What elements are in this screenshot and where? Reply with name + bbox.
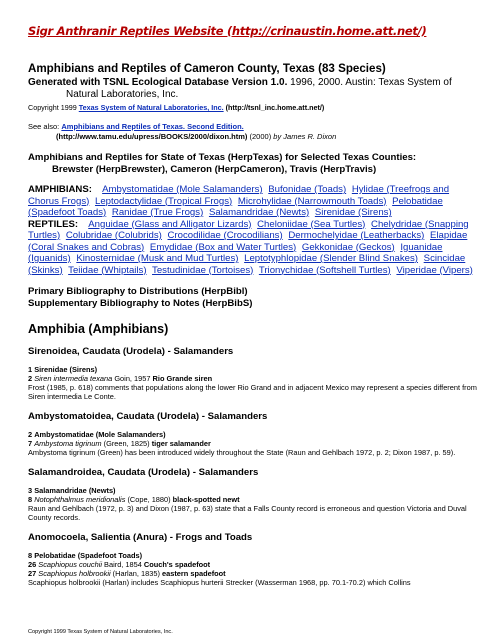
amphibian-links: [28, 184, 449, 218]
group-heading: Anomocoela, Salientia (Anura) - Frogs and Toads: [28, 532, 253, 543]
amphibians-label: AMPHIBIANS:: [28, 184, 92, 195]
supplementary-bibliography[interactable]: Supplementary Bibliography to Notes (HerpBibS): [28, 298, 253, 309]
page-title: Amphibians and Reptiles of Cameron County, Texas (83 Species): [28, 62, 386, 75]
reptile-family-link[interactable]: Dermochelyidae (Leatherbacks): [288, 230, 425, 241]
reptile-links: [28, 219, 476, 276]
author-year: Goin, 1957: [114, 374, 151, 383]
author-year: Baird, 1854: [104, 560, 142, 569]
entry-number: 2: [28, 430, 33, 439]
family-name: Sirenidae (Sirens): [34, 365, 98, 374]
generated-bold: Generated with TSNL Ecological Database Version 1.0.: [28, 77, 288, 88]
copyright-prefix: Copyright 1999: [28, 103, 77, 112]
primary-bibliography[interactable]: Primary Bibliography to Distributions (HerpBibl): [28, 286, 248, 297]
taxa-index: [28, 184, 481, 276]
entry-number: 26: [28, 560, 37, 569]
entry-number: 7: [28, 439, 33, 448]
generated-line2: Natural Laboratories, Inc.: [66, 89, 179, 100]
see-also-year: (2000): [249, 132, 272, 141]
entry-number: 8: [28, 495, 33, 504]
species-entry: [28, 560, 481, 569]
common-name: Rio Grande siren: [152, 374, 213, 383]
group-entries: [28, 430, 481, 457]
copyright-url: (http://tsnl_inc.home.att.net/): [225, 103, 325, 112]
amphibian-family-link[interactable]: Sirenidae (Sirens): [314, 207, 392, 218]
entry-number: 1: [28, 365, 33, 374]
group-heading: Sirenoidea, Caudata (Urodela) - Salamanders: [28, 346, 234, 357]
reptile-family-link[interactable]: Testudinidae (Tortoises): [152, 264, 254, 276]
author-year: (Green, 1825): [103, 439, 150, 448]
common-name: black-spotted newt: [172, 495, 240, 504]
reptile-family-link[interactable]: Leptotyphlopidae (Slender Blind Snakes): [244, 253, 418, 264]
reptile-family-link[interactable]: Viperidae (Vipers): [396, 264, 473, 276]
see-also-line2: [28, 132, 481, 141]
copyright-link[interactable]: Texas System of Natural Laboratories, Inc.: [78, 103, 224, 112]
species-entry: [28, 365, 481, 374]
group-entries: [28, 551, 481, 587]
site-title-link[interactable]: Sigr Anthranir Reptiles Website (http://crinaustin.home.att.net/): [28, 24, 427, 38]
reptile-family-link[interactable]: Scincidae (Skinks): [28, 253, 466, 276]
state-counties: Brewster (HerpBrewster), Cameron (HerpCameron), Travis (HerpTravis): [52, 164, 377, 175]
amphibian-family-link[interactable]: Bufonidae (Toads): [268, 184, 347, 195]
species-entry: [28, 374, 481, 383]
group-note: Raun and Gehlbach (1972, p. 3) and Dixon (1987, p. 63) state that a Falls County record is erroneous and question Victoria and Duval County records.: [28, 504, 467, 522]
reptile-family-link[interactable]: Trionychidae (Softshell Turtles): [258, 264, 391, 276]
scientific-name: Scaphiopus couchii: [38, 560, 102, 569]
reptile-family-link[interactable]: Gekkonidae (Geckos): [301, 241, 395, 253]
species-entry: [28, 430, 481, 439]
see-also-line: [28, 122, 481, 131]
entry-number: 3: [28, 486, 33, 495]
group-heading: Ambystomatoidea, Caudata (Urodela) - Salamanders: [28, 411, 268, 422]
species-groups: [28, 346, 481, 587]
group-note: Frost (1985, p. 618) comments that populations along the lower Rio Grand and in adjacent Mexico may represent a species different from Siren intermedia Le Conte.: [28, 383, 477, 401]
species-entry: [28, 495, 481, 504]
reptile-family-link[interactable]: Anguidae (Glass and Alligator Lizards): [88, 218, 252, 230]
species-entry: [28, 569, 481, 578]
amphibian-family-link[interactable]: Pelobatidae (Spadefoot Toads): [28, 195, 443, 218]
entry-number: 2: [28, 374, 33, 383]
reptile-family-link[interactable]: Teiidae (Whiptails): [68, 264, 147, 276]
section-heading: Amphibia (Amphibians): [28, 322, 169, 336]
reptile-family-link[interactable]: Crocodilidae (Crocodilians): [167, 230, 283, 241]
generated-rest: 1996, 2000. Austin: Texas System of: [290, 77, 452, 88]
amphibian-family-link[interactable]: Hylidae (Treefrogs and Chorus Frogs): [28, 184, 450, 207]
author-year: (Harlan, 1835): [112, 569, 160, 578]
scientific-name: Notophthalmus meridionalis: [34, 495, 126, 504]
scientific-name: Ambystoma tigrinum: [34, 439, 102, 448]
common-name: tiger salamander: [151, 439, 211, 448]
footer-copyright: Copyright 1999 Texas System of Natural Laboratories, Inc.: [28, 629, 173, 635]
scientific-name: Siren intermedia texana: [34, 374, 113, 383]
amphibian-family-link[interactable]: Ranidae (True Frogs): [111, 207, 204, 218]
generated-line: [28, 77, 481, 89]
group-entries: [28, 486, 481, 522]
reptiles-label: REPTILES:: [28, 218, 79, 230]
family-name: Ambystomatidae (Mole Salamanders): [34, 430, 166, 439]
copyright-line: [28, 103, 481, 112]
see-also-link[interactable]: Amphibians and Reptiles of Texas. Second Edition.: [61, 122, 244, 131]
group-note: Scaphiopus holbrookii (Harlan) includes Scaphiopus hurterii Strecker (Wasserman 1968, pp. 70.1-70.2) which Collins: [28, 578, 411, 587]
common-name: eastern spadefoot: [161, 569, 226, 578]
amphibian-family-link[interactable]: Microhylidae (Narrowmouth Toads): [237, 195, 387, 207]
state-heading: Amphibians and Reptiles for State of Texas (HerpTexas) for Selected Texas Counties:: [28, 152, 417, 163]
author-year: (Cope, 1880): [127, 495, 171, 504]
amphibian-family-link[interactable]: Ambystomatidae (Mole Salamanders): [102, 184, 263, 195]
reptile-family-link[interactable]: Kinosternidae (Musk and Mud Turtles): [76, 253, 239, 264]
reptile-family-link[interactable]: Colubridae (Colubrids): [65, 230, 162, 241]
amphibian-family-link[interactable]: Salamandridae (Newts): [208, 207, 310, 218]
family-name: Salamandridae (Newts): [34, 486, 116, 495]
species-entry: [28, 486, 481, 495]
common-name: Couch's spadefoot: [143, 560, 211, 569]
group-note: Ambystoma tigrinum (Green) has been introduced widely throughout the State (Raun and Gehlbach 1972, p. 2; Dixon 1987, p. 59).: [28, 448, 456, 457]
family-name: Pelobatidae (Spadefoot Toads): [34, 551, 143, 560]
species-entry: [28, 551, 481, 560]
reptile-family-link[interactable]: Emydidae (Box and Water Turtles): [149, 241, 297, 253]
see-also-author: by James R. Dixon: [273, 132, 337, 141]
reptile-family-link[interactable]: Chelydridae (Snapping Turtles): [28, 218, 469, 241]
see-also-url[interactable]: (http://www.tamu.edu/upress/BOOKS/2000/dixon.htm): [56, 132, 248, 141]
reptile-family-link[interactable]: Cheloniidae (Sea Turtles): [257, 218, 366, 230]
entry-number: 8: [28, 551, 33, 560]
group-heading: Salamandroidea, Caudata (Urodela) - Salamanders: [28, 467, 259, 478]
amphibian-family-link[interactable]: Leptodactylidae (Tropical Frogs): [94, 195, 233, 207]
reptile-family-link[interactable]: Iguanidae (Iguanids): [28, 241, 443, 264]
see-also-label: See also:: [28, 122, 60, 131]
reptile-family-link[interactable]: Elapidae (Coral Snakes and Cobras): [28, 230, 468, 253]
entry-number: 27: [28, 569, 37, 578]
species-entry: [28, 439, 481, 448]
scientific-name: Scaphiopus holbrookii: [38, 569, 111, 578]
group-entries: [28, 365, 481, 401]
bibliography-links: [28, 286, 481, 310]
